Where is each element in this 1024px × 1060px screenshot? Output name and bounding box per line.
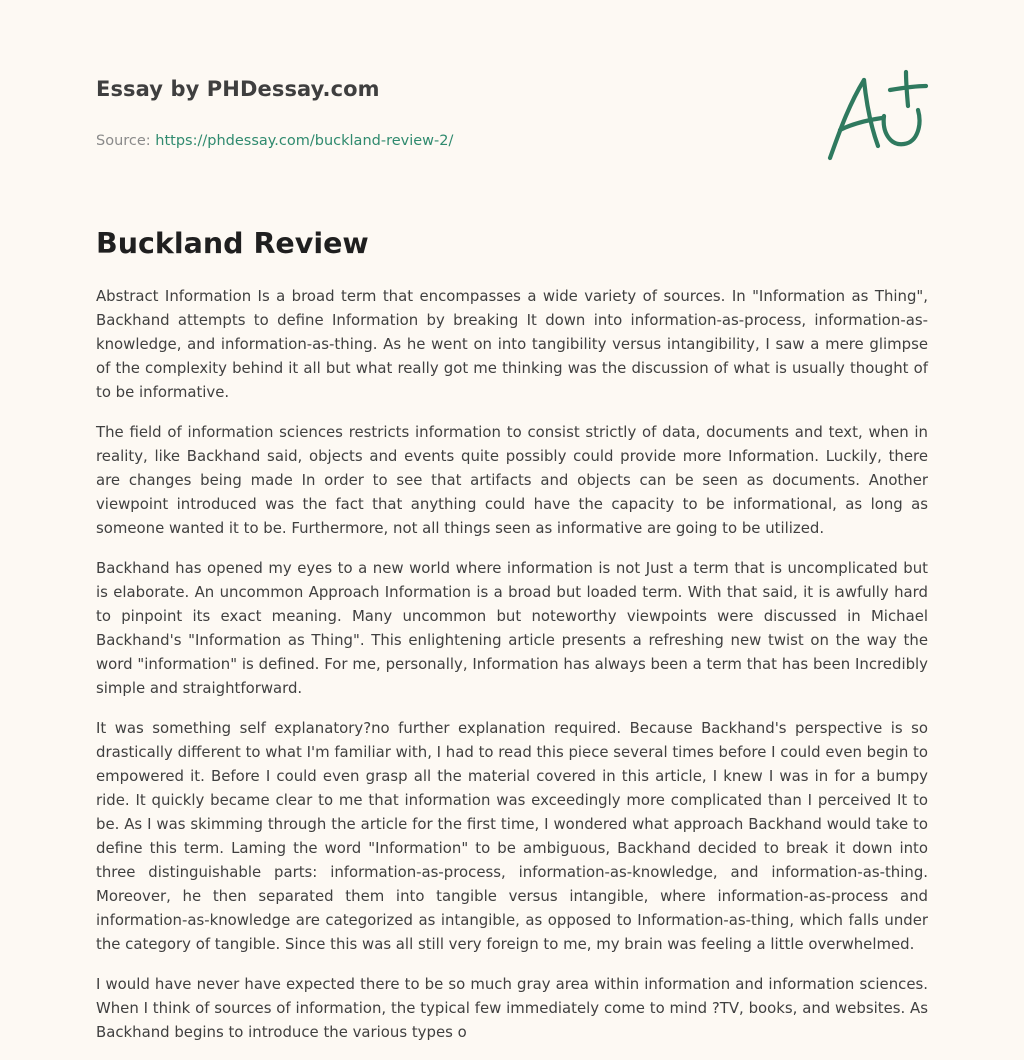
a-plus-grade-icon [818,66,938,166]
essay-body [96,284,928,1060]
source-line [96,131,816,151]
essay-paragraph: I would have never have expected there to be so much gray area within information and information sciences. When I think of sources of information, the typical few immediately come to mind ?TV, books, and websites. As Backhand begins to introduce the various types o [96,975,928,1041]
source-label: Source: [96,133,156,149]
essay-paragraph: Backhand has opened my eyes to a new world where information is not Just a term that is uncomplicated but is elaborate. An uncommon Approach Information is a broad but loaded term. With that said, it is awfully hard to pinpoint its exact meaning. Many uncommon but noteworthy viewpoints were discussed in Michael Backhand's "Information as Thing". This enlightening article presents a refreshing new twist on the way the word "information" is defined. For me, personally, Information has always been a term that has been Incredibly simple and straightforward. [96,559,928,697]
essay-paragraph: It was something self explanatory?no further explanation required. Because Backhand's perspective is so drastically different to what I'm familiar with, I had to read this piece several times before I could even begin to empowered it. Before I could even grasp all the material covered in this article, I knew I was in for a bumpy ride. It quickly became clear to me that information was exceedingly more complicated than I perceived It to be. As I was skimming through the article for the first time, I wondered what approach Backhand would take to define this term. Laming the word "Information" to be ambiguous, Backhand decided to break it down into three distinguishable parts: information-as-process, information-as-knowledge, and information-as-thing. Moreover, he then separated them into tangible versus intangible, where information-as-process and information-as-knowledge are categorized as intangible, as opposed to Information-as-thing, which falls under the category of tangible. Since this was all still very foreign to me, my brain was feeling a little overwhelmed. [96,719,928,953]
essay-paragraph: The field of information sciences restricts information to consist strictly of data, documents and text, when in reality, like Backhand said, objects and events quite possibly could provide more Information. Luckily, there are changes being made In order to see that artifacts and objects can be seen as documents. Another viewpoint introduced was the fact that anything could have the capacity to be informational, as long as someone wanted it to be. Furthermore, not all things seen as informative are going to be utilized. [96,423,928,537]
essay-title: Buckland Review [96,227,369,260]
source-link[interactable]: https://phdessay.com/buckland-review-2/ [155,133,454,149]
page-header [96,74,816,151]
essay-paragraph: Abstract Information Is a broad term that encompasses a wide variety of sources. In "Information as Thing", Backhand attempts to define Information by breaking It down into information-as-process, information-as-knowledge, and information-as-thing. As he went on into tangibility versus intangibility, I saw a mere glimpse of the complexity behind it all but what really got me thinking was the discussion of what is usually thought of to be informative. [96,287,928,401]
site-title: Essay by PHDessay.com [96,77,380,101]
